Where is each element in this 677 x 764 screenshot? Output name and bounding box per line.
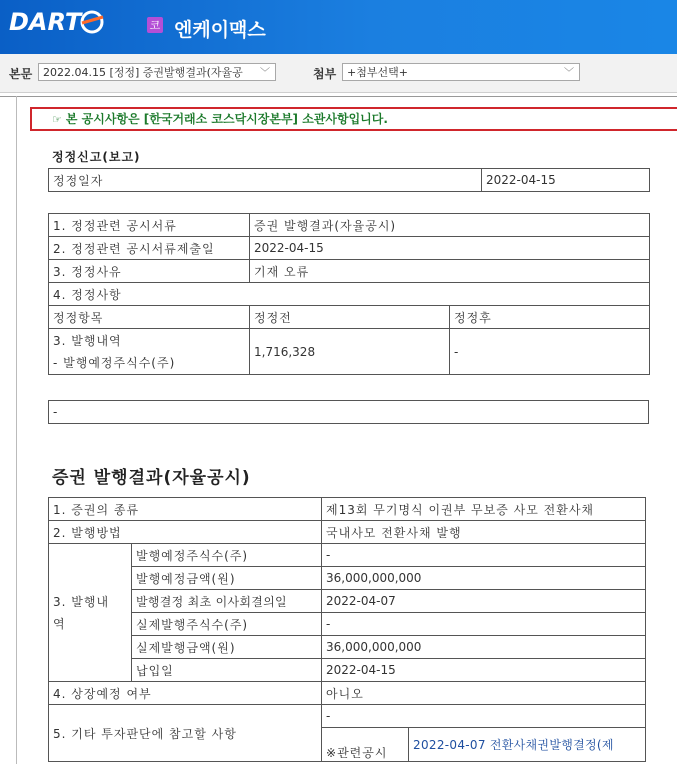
table-row — [49, 401, 649, 424]
sub-value: 2022-04-07 — [322, 590, 646, 613]
sub-label: 발행예정주식수(주) — [132, 544, 322, 567]
row-label: 2. 정정관련 공시서류제출일 — [49, 237, 250, 260]
row-label: 1. 정정관련 공시서류 — [49, 214, 250, 237]
sub-value: 36,000,000,000 — [322, 636, 646, 659]
document-left-border — [16, 96, 17, 764]
remark-value: - — [49, 401, 649, 424]
document-select-bar — [0, 54, 677, 93]
row-value: 증권 발행결과(자율공시) — [250, 214, 650, 237]
notice-text: 본 공시사항은 [한국거래소 코스닥시장본부] 소관사항입니다. — [65, 112, 388, 126]
table-row — [49, 659, 646, 682]
row-value: 아니오 — [322, 682, 646, 705]
table-row — [49, 544, 646, 567]
table-row — [49, 169, 650, 192]
table-row — [49, 498, 646, 521]
row-label: 5. 기타 투자판단에 참고할 사항 — [49, 705, 322, 762]
correction-title: 정정신고(보고) — [52, 150, 141, 164]
sub-label: 납입일 — [132, 659, 322, 682]
before-value: 1,716,328 — [250, 329, 450, 375]
correction-date-value: 2022-04-15 — [482, 169, 650, 192]
table-row — [49, 636, 646, 659]
table-row — [49, 567, 646, 590]
issuance-label-a: 3. 발행내 — [53, 594, 110, 609]
item-line-2: - 발행예정주식수(주) — [53, 355, 176, 370]
top-header-bar — [0, 0, 677, 54]
correction-date-label: 정정일자 — [49, 169, 482, 192]
hand-pointer-icon: ☞ — [52, 113, 62, 126]
table-row — [49, 521, 646, 544]
logo-swoosh-icon — [79, 9, 105, 35]
table-row — [49, 590, 646, 613]
row-value: - — [322, 705, 646, 728]
logo-text: DART — [9, 8, 82, 36]
sub-value: 2022-04-15 — [322, 659, 646, 682]
row-label: 4. 상장예정 여부 — [49, 682, 322, 705]
issuance-result-table — [48, 497, 646, 762]
correction-date-table — [48, 168, 650, 192]
sub-label: 발행예정금액(원) — [132, 567, 322, 590]
body-label: 본문 — [9, 67, 33, 81]
table-row — [49, 682, 646, 705]
row-label: 1. 증권의 종류 — [49, 498, 322, 521]
table-row — [49, 705, 646, 728]
kosdaq-badge: 코 — [147, 17, 163, 33]
table-row — [49, 260, 650, 283]
attach-label: 첨부 — [313, 67, 337, 81]
after-value: - — [450, 329, 650, 375]
row-label-issuance — [49, 544, 132, 682]
col-item-header: 정정항목 — [49, 306, 250, 329]
remark-table — [48, 400, 649, 424]
correction-detail-table — [48, 213, 650, 375]
sub-value: 36,000,000,000 — [322, 567, 646, 590]
related-disclosure-link[interactable] — [409, 728, 646, 762]
chevron-down-icon: ﹀ — [564, 68, 574, 79]
row-label: 2. 발행방법 — [49, 521, 322, 544]
body-select-value: 2022.04.15 [정정] 증권발행결과(자율공 — [43, 66, 243, 79]
issuance-label-b: 역 — [53, 616, 66, 631]
sub-value: - — [322, 544, 646, 567]
table-row — [49, 306, 650, 329]
row-value: 제13회 무기명식 이권부 무보증 사모 전환사채 — [322, 498, 646, 521]
company-name[interactable]: 엔케이맥스 — [174, 19, 266, 41]
sub-label: 발행결정 최초 이사회결의일 — [132, 590, 322, 613]
attach-select-value: +첨부선택+ — [347, 66, 408, 79]
body-document-select[interactable] — [38, 63, 276, 81]
dart-logo[interactable] — [9, 8, 105, 36]
chevron-down-icon: ﹀ — [260, 68, 270, 79]
table-row — [49, 613, 646, 636]
sub-label: 실제발행금액(원) — [132, 636, 322, 659]
row-value: 국내사모 전환사채 발행 — [322, 521, 646, 544]
table-row — [49, 283, 650, 306]
jurisdiction-notice — [30, 107, 677, 131]
table-row — [49, 329, 650, 375]
item-line-1: 3. 발행내역 — [53, 333, 122, 348]
table-row — [49, 237, 650, 260]
related-link-text[interactable]: 2022-04-07 전환사채권발행결정(제 — [413, 738, 614, 752]
row-label: 3. 정정사유 — [49, 260, 250, 283]
row-value: 기재 오류 — [250, 260, 650, 283]
item-cell — [49, 329, 250, 375]
sub-label: 실제발행주식수(주) — [132, 613, 322, 636]
table-row — [49, 214, 650, 237]
related-label: ※관련공시 — [322, 728, 409, 762]
result-title: 증권 발행결과(자율공시) — [52, 468, 251, 488]
row-value: 2022-04-15 — [250, 237, 650, 260]
items-label: 4. 정정사항 — [49, 283, 650, 306]
col-before-header: 정정전 — [250, 306, 450, 329]
col-after-header: 정정후 — [450, 306, 650, 329]
attachment-select[interactable] — [342, 63, 580, 81]
sub-value: - — [322, 613, 646, 636]
